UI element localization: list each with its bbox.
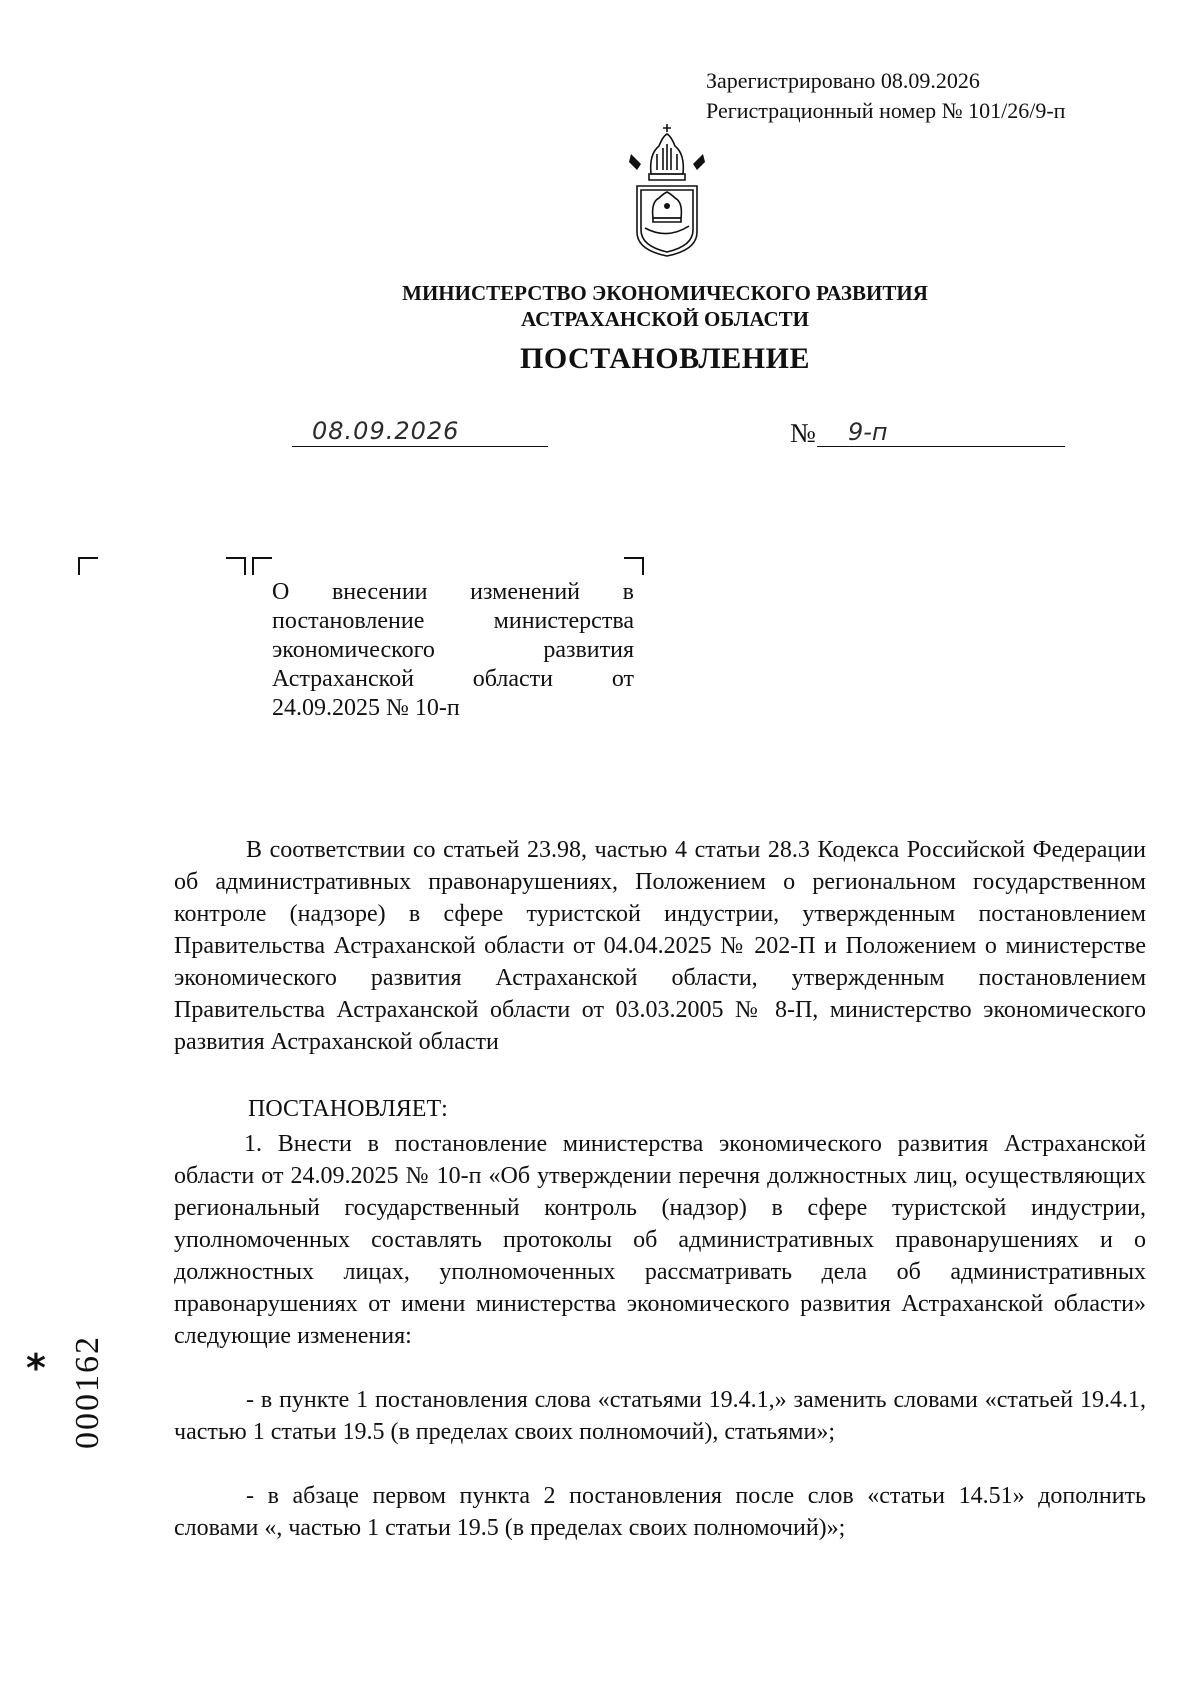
number-sign: № xyxy=(790,418,816,448)
registration-date: Зарегистрировано 08.09.2026 xyxy=(706,68,980,93)
side-star: * xyxy=(26,1346,46,1390)
document-subject: О внесении изменений в постановление министерства экономического развития Астраханской области от 24.09.2025 № 10-п xyxy=(272,579,634,721)
date-underline xyxy=(292,446,548,447)
document-date: 08.09.2026 xyxy=(312,417,460,445)
side-serial-code: 000162 xyxy=(69,1335,106,1449)
document-number: 9-п xyxy=(848,418,888,446)
item-1-paragraph: 1. Внести в постановление министерства экономического развития Астраханской области от 24.09.2025 № 10-п «Об утверждении перечня должностных лиц, осуществляющих региональный государственный контроль (надзор) в сфере туристской индустрии, уполномоченных составлять протоколы об административных правонарушениях и о должностных лицах, уполномоченных рассматривать дела об административных правонарушениях от имени министерства экономического развития Астраханской области» следующие изменения: xyxy=(174,1131,1146,1349)
corner-mark-outer-left xyxy=(78,557,98,575)
postanovlyaet-heading: ПОСТАНОВЛЯЕТ: xyxy=(248,1096,448,1122)
number-underline xyxy=(817,446,1065,447)
change-2-paragraph: - в абзаце первом пункта 2 постановления после слов «статьи 14.51» дополнить словами «, частью 1 статьи 19.5 (в пределах своих полномочий)»; xyxy=(174,1483,1146,1541)
astrakhan-coat-of-arms-icon xyxy=(627,120,707,260)
corner-mark-subject-right xyxy=(624,557,644,575)
corner-mark-inner-right xyxy=(226,557,246,575)
preamble-paragraph: В соответствии со статьей 23.98, частью 4 статьи 28.3 Кодекса Российской Федерации об административных правонарушениях, Положением о региональном государственном контроле (надзоре) в сфере туристской индустрии, утвержденным постановлением Правительства Астраханской области от 04.04.2025 № 202-П и Положением о министерстве экономического развития Астраханской области, утвержденным постановлением Правительства Астраханской области от 03.03.2005 № 8-П, министерство экономического развития Астраханской области xyxy=(174,837,1146,1055)
ministry-name-line2: АСТРАХАНСКОЙ ОБЛАСТИ xyxy=(520,307,810,331)
change-1-paragraph: - в пункте 1 постановления слова «статьями 19.4.1,» заменить словами «статьей 19.4.1, частью 1 статьи 19.5 (в пределах своих полномочий), статьями»; xyxy=(174,1387,1146,1445)
corner-mark-subject-left xyxy=(252,557,272,575)
ministry-name-line1: МИНИСТЕРСТВО ЭКОНОМИЧЕСКОГО РАЗВИТИЯ xyxy=(402,281,928,305)
document-type-title: ПОСТАНОВЛЕНИЕ xyxy=(520,342,810,375)
registration-number: Регистрационный номер № 101/26/9-п xyxy=(706,98,1066,123)
